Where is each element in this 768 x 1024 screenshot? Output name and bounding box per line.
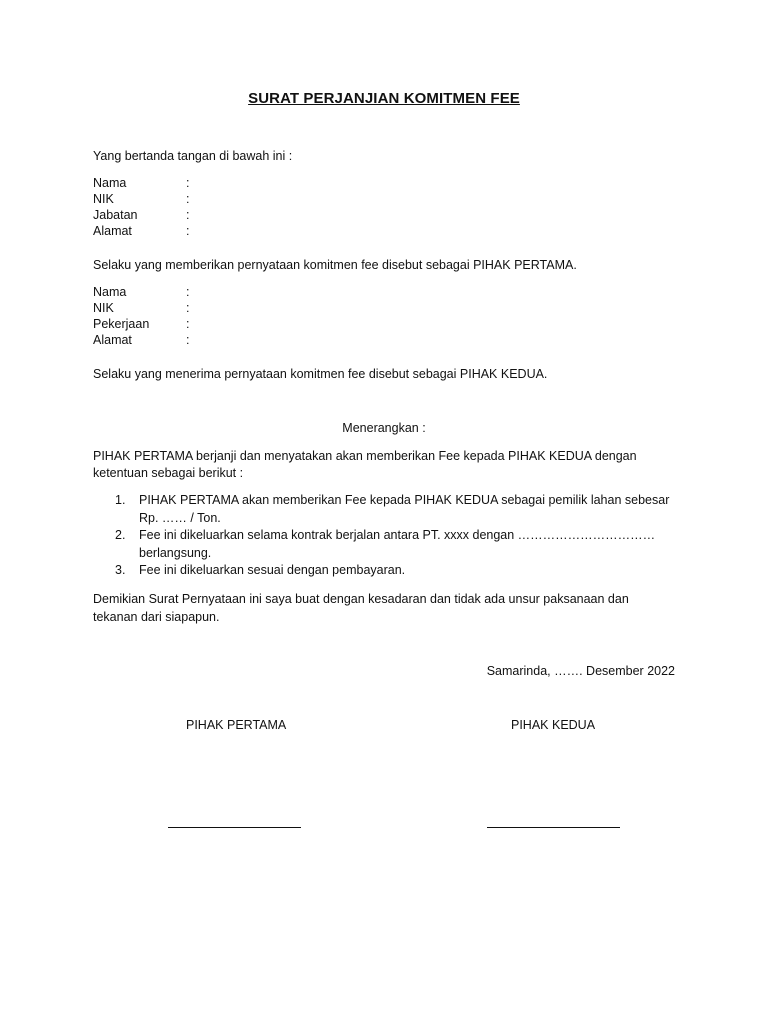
party2-field-nama (93, 284, 189, 300)
menerangkan-heading: Menerangkan : (342, 421, 426, 435)
list-item (93, 492, 683, 527)
list-item (93, 527, 683, 562)
list-item-text: Fee ini dikeluarkan sesuai dengan pembayaran. (139, 563, 406, 577)
field-label: NIK (93, 301, 114, 315)
list-item-number: 1. (115, 493, 126, 507)
list-item-number: 3. (115, 563, 126, 577)
field-label: Alamat (93, 224, 132, 238)
field-separator: : (186, 224, 190, 238)
field-separator: : (186, 285, 190, 299)
field-separator: : (186, 317, 190, 331)
party2-field-pekerjaan (93, 316, 189, 332)
party2-field-nik (93, 300, 189, 316)
signature-label-first-party: PIHAK PERTAMA (186, 718, 287, 732)
party1-field-nik (93, 191, 189, 207)
list-item (93, 562, 683, 580)
field-label: Alamat (93, 333, 132, 347)
party1-field-nama (93, 175, 189, 191)
field-label: Nama (93, 176, 127, 190)
list-item-text: PIHAK PERTAMA akan memberikan Fee kepada PIHAK KEDUA sebagai pemilik lahan sebesar Rp. …… / Ton. (139, 493, 670, 525)
document-title: SURAT PERJANJIAN KOMITMEN FEE (248, 90, 520, 107)
field-separator: : (186, 333, 190, 347)
agreement-text-line1: PIHAK PERTAMA berjanji dan menyatakan akan memberikan Fee kepada PIHAK KEDUA dengan (93, 449, 637, 463)
field-label: Nama (93, 285, 127, 299)
signature-line-first-party (168, 827, 301, 828)
field-separator: : (186, 301, 190, 315)
field-separator: : (186, 176, 190, 190)
party1-field-alamat (93, 223, 189, 239)
place-date: Samarinda, ……. Desember 2022 (486, 664, 675, 678)
field-label: Pekerjaan (93, 317, 150, 331)
party1-statement: Selaku yang memberikan pernyataan komitmen fee disebut sebagai PIHAK PERTAMA. (93, 258, 577, 272)
terms-list (93, 492, 683, 580)
party1-field-jabatan (93, 207, 189, 223)
agreement-text-line2: ketentuan sebagai berikut : (93, 466, 244, 480)
intro-text: Yang bertanda tangan di bawah ini : (93, 149, 293, 163)
list-item-number: 2. (115, 528, 126, 542)
field-label: Jabatan (93, 208, 138, 222)
closing-text-line2: tekanan dari siapapun. (93, 610, 220, 624)
signature-label-second-party: PIHAK KEDUA (511, 718, 596, 732)
signature-line-second-party (487, 827, 620, 828)
field-separator: : (186, 208, 190, 222)
field-separator: : (186, 192, 190, 206)
closing-text-line1: Demikian Surat Pernyataan ini saya buat dengan kesadaran dan tidak ada unsur paksanaan dan (93, 592, 629, 606)
party2-field-alamat (93, 332, 189, 348)
field-label: NIK (93, 192, 114, 206)
list-item-text: Fee ini dikeluarkan selama kontrak berjalan antara PT. xxxx dengan …………………………… berlangsung. (139, 528, 656, 560)
party2-statement: Selaku yang menerima pernyataan komitmen fee disebut sebagai PIHAK KEDUA. (93, 367, 548, 381)
